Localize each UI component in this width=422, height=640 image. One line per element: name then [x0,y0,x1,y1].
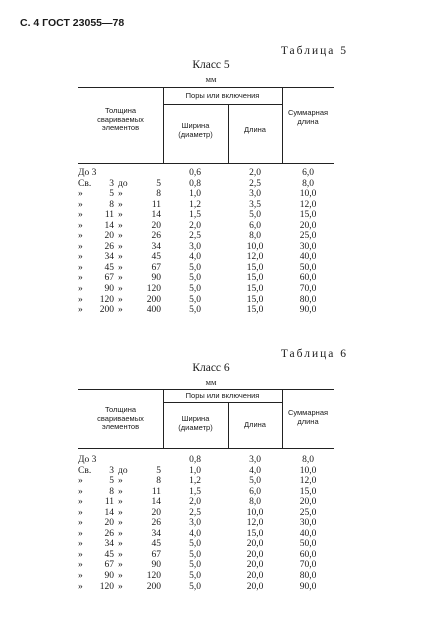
cell-a: 5 [109,189,114,200]
cell-pre: До 3 [78,455,97,465]
cell-mid: » [118,528,123,539]
table-row [78,210,334,221]
cell-total: 30,0 [299,518,317,529]
table-row [78,497,334,508]
cell-mid: » [118,241,123,252]
header-line: (диаметр) [178,422,213,432]
cell-width: 5,0 [189,294,201,305]
cell-width: 1,0 [189,465,201,476]
cell-total: 10,0 [299,189,317,200]
cell-a: 67 [104,560,114,571]
cell-length: 15,0 [246,284,264,295]
cell-length: 5,0 [249,210,261,221]
cell-mid: » [118,252,123,263]
cell-a: 45 [104,549,114,560]
table-row [78,231,334,242]
cell-width: 1,2 [189,476,201,487]
cell-length: 3,5 [249,199,261,210]
header-line: элементов [101,123,140,132]
cell-a: 3 [109,178,114,189]
cell-length: 15,0 [246,528,264,539]
table-6-header-length: Длина [244,420,266,429]
table-5-header [78,87,334,164]
table-row [78,168,334,179]
cell-b: 120 [146,284,161,295]
cell-width: 5,0 [189,284,201,295]
table-row [78,242,334,253]
cell-a: 8 [109,199,114,210]
cell-length: 15,0 [246,294,264,305]
cell-pre: » [78,220,83,231]
cell-total: 40,0 [299,252,317,263]
cell-width: 5,0 [189,581,201,592]
cell-mid: до [118,178,128,189]
cell-length: 2,5 [249,178,261,189]
cell-b: 45 [151,252,161,263]
cell-width: 0,6 [189,168,201,178]
cell-a: 11 [104,210,114,221]
table-5-number: Таблица 5 [280,45,348,57]
cell-b: 34 [151,241,161,252]
table-5-header-width [163,122,228,139]
table-row [78,305,334,316]
table-row [78,221,334,232]
cell-pre: » [78,262,83,273]
cell-mid: » [118,231,123,242]
cell-pre: » [78,305,83,316]
cell-total: 8,0 [302,178,314,189]
cell-pre: » [78,231,83,242]
cell-b: 20 [151,220,161,231]
cell-pre: » [78,571,83,582]
table-row [78,189,334,200]
cell-a: 26 [104,241,114,252]
cell-total: 50,0 [299,262,317,273]
cell-width: 2,0 [189,497,201,508]
table-5-header-pores: Поры или включения [185,91,260,100]
cell-total: 40,0 [299,528,317,539]
cell-b: 26 [151,231,161,242]
table-row [78,466,334,477]
cell-total: 15,0 [299,486,317,497]
cell-b: 11 [151,199,161,210]
cell-total: 90,0 [299,305,317,316]
cell-a: 34 [104,252,114,263]
header-line: длина [297,416,319,426]
cell-b: 90 [151,560,161,571]
cell-length: 20,0 [246,571,264,582]
cell-a: 90 [104,284,114,295]
cell-b: 26 [151,518,161,529]
cell-length: 5,0 [249,476,261,487]
cell-a: 120 [99,294,114,305]
cell-mid: » [118,497,123,508]
table-6-bottom-rule [78,448,334,449]
cell-total: 60,0 [299,273,317,284]
cell-total: 90,0 [299,581,317,592]
table-5-pores-rule [163,104,282,105]
cell-length: 20,0 [246,539,264,550]
cell-width: 5,0 [189,262,201,273]
cell-b: 11 [151,486,161,497]
table-5-title: Класс 5 [192,59,230,71]
cell-pre: » [78,273,83,284]
header-line: Суммарная [287,408,329,417]
cell-length: 20,0 [246,549,264,560]
cell-width: 4,0 [189,528,201,539]
cell-a: 200 [99,305,114,316]
cell-mid: » [118,571,123,582]
table-5-header-thickness [78,107,163,133]
cell-pre: » [78,497,83,508]
table-5-body [78,168,334,316]
cell-total: 70,0 [299,560,317,571]
table-6-top-rule [78,389,334,390]
table-6-header [78,389,334,449]
header-line: Суммарная [287,108,329,117]
cell-b: 5 [156,465,161,476]
table-6-header-total [282,409,334,426]
cell-total: 20,0 [299,220,317,231]
cell-width: 5,0 [189,549,201,560]
cell-mid: » [118,305,123,316]
header-line: свариваемых [97,413,144,423]
cell-width: 2,5 [189,231,201,242]
cell-pre: » [78,189,83,200]
cell-a: 45 [104,262,114,273]
cell-width: 1,0 [189,189,201,200]
cell-a: 5 [109,476,114,487]
table-row [78,539,334,550]
table-5 [78,87,334,316]
cell-mid: » [118,199,123,210]
table-row [78,273,334,284]
cell-pre: » [78,549,83,560]
table-row [78,560,334,571]
cell-length: 2,0 [249,168,261,178]
cell-b: 14 [151,497,161,508]
cell-length: 6,0 [249,220,261,231]
table-row [78,508,334,519]
table-row [78,200,334,211]
cell-width: 5,0 [189,305,201,316]
cell-width: 5,0 [189,571,201,582]
cell-pre: » [78,252,83,263]
table-6-header-width [163,415,228,432]
cell-total: 12,0 [299,199,317,210]
cell-a: 67 [104,273,114,284]
header-line: длина [297,116,319,126]
cell-width: 5,0 [189,273,201,284]
cell-length: 8,0 [249,497,261,508]
cell-length: 20,0 [246,581,264,592]
cell-mid: » [118,220,123,231]
table-row [78,295,334,306]
cell-total: 80,0 [299,294,317,305]
cell-mid: » [118,539,123,550]
cell-width: 5,0 [189,560,201,571]
header-line: Толщина [104,405,137,414]
cell-total: 8,0 [302,455,314,465]
table-row [78,455,334,466]
cell-width: 5,0 [189,539,201,550]
cell-a: 26 [104,528,114,539]
table-row [78,179,334,190]
table-6-pores-rule [163,402,282,403]
cell-total: 80,0 [299,571,317,582]
cell-pre: Св. [78,465,92,476]
cell-pre: » [78,528,83,539]
cell-total: 50,0 [299,539,317,550]
cell-length: 12,0 [246,518,264,529]
cell-a: 34 [104,539,114,550]
table-5-top-rule [78,87,334,88]
cell-mid: » [118,486,123,497]
cell-pre: » [78,294,83,305]
cell-b: 8 [156,476,161,487]
cell-b: 67 [151,549,161,560]
cell-total: 70,0 [299,284,317,295]
cell-a: 11 [104,497,114,508]
cell-mid: » [118,210,123,221]
cell-mid: » [118,284,123,295]
table-row [78,284,334,295]
table-row [78,571,334,582]
cell-pre: » [78,210,83,221]
cell-b: 14 [151,210,161,221]
table-row [78,476,334,487]
page-header: С. 4 ГОСТ 23055—78 [20,17,125,29]
cell-width: 3,0 [189,241,201,252]
cell-pre: Св. [78,178,92,189]
cell-width: 0,8 [189,178,201,189]
cell-a: 14 [104,220,114,231]
table-row [78,550,334,561]
cell-mid: » [118,262,123,273]
cell-a: 8 [109,486,114,497]
cell-length: 3,0 [249,455,261,465]
header-line: Толщина [104,106,137,115]
cell-length: 15,0 [246,273,264,284]
cell-total: 15,0 [299,210,317,221]
cell-width: 1,5 [189,210,201,221]
table-5-unit: мм [205,74,217,84]
cell-pre: » [78,507,83,518]
cell-pre: » [78,581,83,592]
cell-total: 6,0 [302,168,314,178]
cell-pre: » [78,518,83,529]
table-row [78,582,334,593]
cell-pre: » [78,486,83,497]
cell-width: 2,0 [189,220,201,231]
cell-total: 10,0 [299,465,317,476]
cell-b: 200 [146,294,161,305]
cell-mid: » [118,549,123,560]
table-6-body [78,455,334,592]
cell-b: 8 [156,189,161,200]
cell-mid: » [118,507,123,518]
header-line: свариваемых [97,114,144,124]
cell-total: 25,0 [299,507,317,518]
table-6 [78,389,334,592]
cell-total: 12,0 [299,476,317,487]
cell-mid: » [118,189,123,200]
cell-length: 8,0 [249,231,261,242]
table-6-number: Таблица 6 [280,348,348,360]
table-row [78,518,334,529]
cell-a: 14 [104,507,114,518]
cell-b: 67 [151,262,161,273]
cell-pre: » [78,199,83,210]
cell-width: 1,5 [189,486,201,497]
cell-a: 120 [99,581,114,592]
cell-mid: » [118,518,123,529]
cell-width: 2,5 [189,507,201,518]
cell-b: 34 [151,528,161,539]
cell-mid: » [118,476,123,487]
cell-a: 20 [104,518,114,529]
table-5-header-total [282,109,334,126]
table-6-header-thickness [78,406,163,432]
cell-b: 5 [156,178,161,189]
cell-length: 3,0 [249,189,261,200]
cell-mid: » [118,560,123,571]
cell-b: 200 [146,581,161,592]
cell-b: 120 [146,571,161,582]
cell-total: 25,0 [299,231,317,242]
cell-length: 15,0 [246,305,264,316]
table-5-header-length: Длина [244,125,266,134]
cell-width: 1,2 [189,199,201,210]
cell-pre: » [78,539,83,550]
cell-pre: » [78,241,83,252]
cell-total: 20,0 [299,497,317,508]
cell-a: 90 [104,571,114,582]
cell-mid: » [118,581,123,592]
cell-width: 0,8 [189,455,201,465]
header-line: (диаметр) [178,129,213,139]
cell-length: 4,0 [249,465,261,476]
cell-length: 10,0 [246,507,264,518]
cell-mid: » [118,294,123,305]
cell-length: 6,0 [249,486,261,497]
cell-length: 10,0 [246,241,264,252]
cell-pre: » [78,560,83,571]
cell-length: 20,0 [246,560,264,571]
cell-total: 30,0 [299,241,317,252]
cell-b: 400 [146,305,161,316]
table-row [78,252,334,263]
cell-width: 4,0 [189,252,201,263]
cell-mid: до [118,465,128,476]
cell-total: 60,0 [299,549,317,560]
header-line: элементов [101,422,140,431]
cell-pre: » [78,476,83,487]
table-6-header-pores: Поры или включения [185,391,260,400]
table-6-unit: мм [205,377,217,387]
table-row [78,529,334,540]
header-line: Ширина [181,414,210,423]
cell-width: 3,0 [189,518,201,529]
table-row [78,263,334,274]
cell-a: 20 [104,231,114,242]
table-5-bottom-rule [78,163,334,164]
cell-pre: До 3 [78,168,97,178]
cell-mid: » [118,273,123,284]
table-6-title: Класс 6 [192,362,230,374]
cell-b: 20 [151,507,161,518]
cell-pre: » [78,284,83,295]
cell-length: 12,0 [246,252,264,263]
cell-b: 45 [151,539,161,550]
cell-length: 15,0 [246,262,264,273]
table-row [78,487,334,498]
header-line: Ширина [181,121,210,130]
cell-b: 90 [151,273,161,284]
cell-a: 3 [109,465,114,476]
